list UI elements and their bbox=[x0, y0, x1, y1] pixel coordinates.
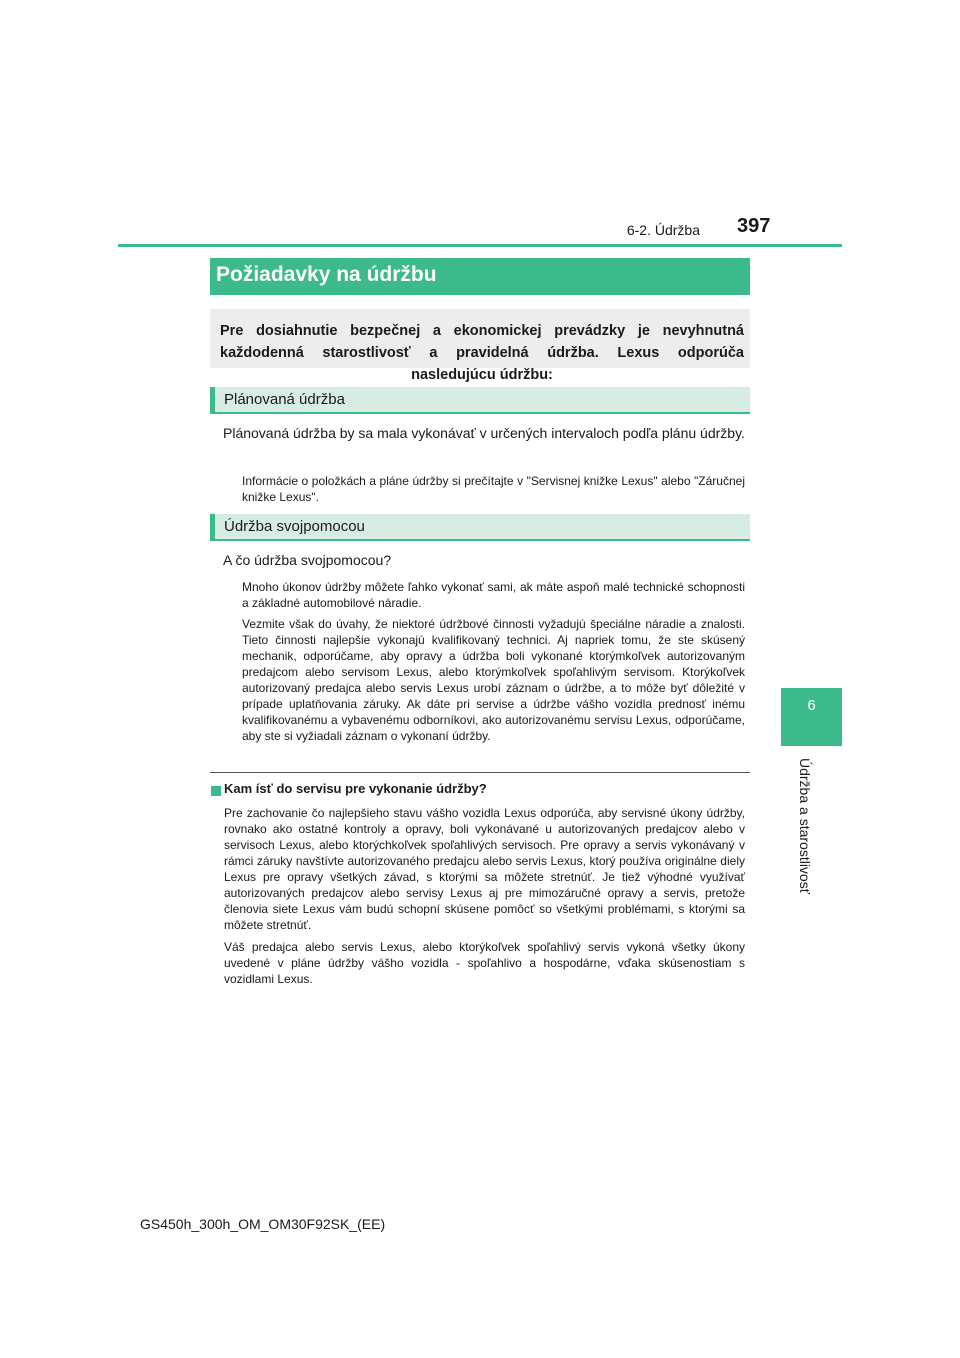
section-heading-planned bbox=[210, 387, 750, 414]
self-paragraph-2: Vezmite však do úvahy, že niektoré údržbové činnosti vyžadujú špeciálne náradie a znalosti. Tieto činnosti najlepšie vykonajú kvalifikovaný technici. Aj napriek tomu, že ste skúsený mechanik, odporúčame, aby opravy a údržba boli vykonané ktorýmkoľvek autorizovaným predajcom alebo servisom Lexus, alebo ktorýmkoľvek spoľahlivým servisom. Ktorýkoľvek autorizovaný predajca alebo servis Lexus urobí záznam o údržbe, a to môže byť dôležité v prípade uplatňovania záruky. Ak dáte pri servise a údržbe vášho vozidla prednosť inému kvalifikovanému a vybavenému odborníkovi, ako autorizovanému servisu Lexus, odporúčame, aby ste si vyžiadali záznam o vykonaní údržby. bbox=[242, 617, 745, 743]
note-title: Kam ísť do servisu pre vykonanie údržby? bbox=[224, 781, 487, 796]
note-paragraph-2: Váš predajca alebo servis Lexus, alebo ktorýkoľvek spoľahlivý servis vykoná všetky úkony uvedené v pláne údržby vášho vozidla - spoľahlivo a hospodárne, vďaka skúsenostiam s vozidlami Lexus. bbox=[224, 940, 745, 986]
self-question: A čo údržba svojpomocou? bbox=[223, 552, 392, 568]
bullet-square-icon bbox=[211, 786, 221, 796]
section-heading-planned-text: Plánovaná údržba bbox=[224, 391, 345, 408]
footer-document-code: GS450h_300h_OM_OM30F92SK_(EE) bbox=[140, 1216, 386, 1232]
chapter-title-vertical: Údržba a starostlivosť bbox=[797, 758, 813, 894]
page-number: 397 bbox=[737, 215, 771, 237]
planned-note: Informácie o položkách a pláne údržby si prečítajte v "Servisnej knižke Lexus" alebo "Záručnej knižke Lexus". bbox=[242, 474, 745, 504]
note-paragraph-1: Pre zachovanie čo najlepšieho stavu vášho vozidla Lexus odporúča, aby servisné úkony údržby, rovnako ako ostatné kontroly a opravy, boli vykonávané u autorizovaných predajcov alebo v servisoch Lexus, alebo ktorýchkoľvek spoľahlivých servisoch. Pre opravy a servis vykonávaný v rámci záruky navštívte autorizovaného predajcu alebo servis Lexus, ktorý používa originálne diely Lexus pre opravy všetkých závad, s ktorými sa môžete stretnúť. Je tiež výhodné využívať autorizovaných predajcov alebo servisy Lexus aj pre mimozáručné opravy a servis, pretože členovia siete Lexus vám budú schopní skúsene pomôcť so všetkými problémami, s ktorými sa môžete stretnúť. bbox=[224, 806, 745, 932]
page-title-bar bbox=[210, 258, 750, 295]
header-divider bbox=[118, 244, 842, 247]
running-header-section: 6-2. Údržba bbox=[626, 222, 700, 238]
planned-text: Plánovaná údržba by sa mala vykonávať v určených intervaloch podľa plánu údržby. bbox=[223, 425, 745, 441]
chapter-number: 6 bbox=[807, 697, 816, 714]
section-heading-self-text: Údržba svojpomocou bbox=[224, 518, 365, 535]
self-paragraph-1: Mnoho úkonov údržby môžete ľahko vykonať sami, ak máte aspoň malé technické schopnosti a základné automobilové náradie. bbox=[242, 580, 745, 610]
section-heading-self bbox=[210, 514, 750, 541]
notes-divider bbox=[210, 772, 750, 773]
intro-box bbox=[210, 309, 750, 383]
page-title: Požiadavky na údržbu bbox=[216, 263, 437, 286]
chapter-tab bbox=[781, 688, 842, 746]
intro-text: Pre dosiahnutie bezpečnej a ekonomickej prevádzky je nevyhnutná každodenná starostlivosť a pravidelná údržba. Lexus odporúča nasledujúcu údržbu: bbox=[220, 323, 744, 383]
